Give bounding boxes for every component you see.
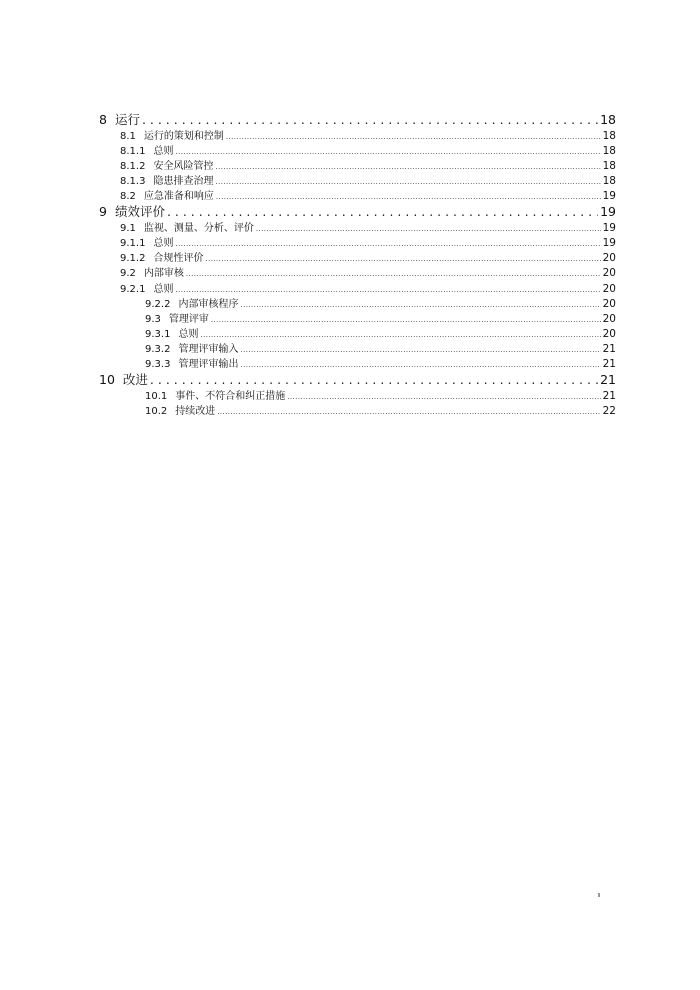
toc-leader	[215, 163, 600, 171]
toc-leader	[205, 255, 600, 263]
toc-entry[interactable]	[120, 280, 616, 295]
toc-entry[interactable]	[145, 310, 616, 325]
toc-page-number: 19	[602, 237, 616, 249]
toc-leader	[200, 331, 600, 339]
toc-leader	[240, 361, 600, 369]
toc-leader	[215, 178, 600, 186]
toc-page-number: 18	[602, 160, 616, 172]
toc-title: 监视、测量、分析、评价	[143, 223, 254, 234]
toc-number: 9.1	[120, 223, 136, 234]
toc-leader	[256, 225, 601, 233]
toc-title: 管理评审	[168, 314, 209, 325]
toc-entry[interactable]	[99, 110, 616, 128]
toc-title: 改进	[122, 372, 148, 387]
toc-number: 8.1	[120, 131, 136, 142]
toc-title: 运行	[114, 112, 140, 127]
toc-entry[interactable]	[145, 387, 616, 402]
toc-entry[interactable]	[99, 370, 616, 388]
toc-entry[interactable]	[120, 142, 616, 157]
toc-leader	[167, 204, 598, 219]
toc-page-number: 20	[602, 313, 616, 325]
toc-entry[interactable]	[145, 402, 616, 417]
toc-title: 内部审核程序	[178, 299, 239, 310]
toc-page-number: 20	[602, 298, 616, 310]
toc-entry[interactable]	[145, 325, 616, 340]
toc-number: 8.1.2	[120, 161, 146, 172]
toc-entry[interactable]	[145, 295, 616, 310]
toc-number: 9.3.1	[145, 329, 171, 340]
toc-leader	[211, 316, 601, 324]
toc-leader	[240, 346, 600, 354]
toc-number: 9	[99, 204, 107, 219]
toc-number: 8.1.1	[120, 146, 146, 157]
toc-entry[interactable]	[120, 157, 616, 172]
toc-entry[interactable]	[145, 355, 616, 370]
scan-mark	[598, 893, 600, 897]
toc-number: 8.1.3	[120, 176, 146, 187]
toc-title: 总则	[153, 146, 174, 157]
toc-page-number: 20	[602, 328, 616, 340]
toc-number: 8	[99, 112, 107, 127]
toc-page-number: 18	[602, 145, 616, 157]
toc-title: 内部审核	[143, 268, 184, 279]
toc-title: 事件、不符合和纠正措施	[175, 391, 286, 402]
toc-number: 9.3.3	[145, 359, 171, 370]
toc-entry[interactable]	[120, 264, 616, 279]
toc-entry[interactable]	[120, 172, 616, 187]
toc-leader	[287, 393, 600, 401]
toc-title: 合规性评价	[153, 253, 204, 264]
toc-number: 8.2	[120, 191, 136, 202]
toc-page-number: 20	[602, 252, 616, 264]
toc-number: 9.1.1	[120, 238, 146, 249]
toc-leader	[175, 148, 600, 156]
toc-number: 10.2	[145, 406, 168, 417]
toc-page-number: 20	[602, 267, 616, 279]
toc-leader	[216, 193, 601, 201]
toc-number: 9.1.2	[120, 253, 146, 264]
toc-number: 10	[99, 372, 115, 387]
toc-number: 9.3.2	[145, 344, 171, 355]
toc-title: 总则	[153, 238, 174, 249]
toc-entry[interactable]	[120, 127, 616, 142]
toc-title: 绩效评价	[114, 204, 165, 219]
toc-title: 总则	[153, 284, 174, 295]
toc-number: 9.2.2	[145, 299, 171, 310]
toc-page-number: 21	[602, 343, 616, 355]
toc-page-number: 20	[602, 283, 616, 295]
toc-title: 应急准备和响应	[143, 191, 214, 202]
toc-page-number: 21	[602, 390, 616, 402]
toc-title: 管理评审输出	[178, 359, 239, 370]
toc-entry[interactable]	[120, 219, 616, 234]
toc-leader	[175, 240, 600, 248]
toc-page-number: 19	[600, 204, 616, 219]
toc-leader	[217, 408, 600, 416]
toc-title: 运行的策划和控制	[143, 131, 224, 142]
toc-leader	[226, 133, 601, 141]
toc-entry[interactable]	[145, 340, 616, 355]
toc-page-number: 21	[600, 372, 616, 387]
toc-entry[interactable]	[120, 187, 616, 202]
toc-leader	[175, 286, 600, 294]
toc-entry[interactable]	[99, 202, 616, 220]
toc-number: 9.3	[145, 314, 161, 325]
toc-page-number: 18	[602, 175, 616, 187]
toc-title: 隐患排查治理	[153, 176, 214, 187]
toc-number: 9.2	[120, 268, 136, 279]
toc-title: 安全风险管控	[153, 161, 214, 172]
toc-number: 10.1	[145, 391, 168, 402]
toc-entry[interactable]	[120, 234, 616, 249]
toc-page-number: 19	[602, 222, 616, 234]
toc-number: 9.2.1	[120, 284, 146, 295]
toc-title: 管理评审输入	[178, 344, 239, 355]
toc-leader	[150, 372, 598, 387]
toc-leader	[142, 112, 598, 127]
toc-page-number: 22	[602, 405, 616, 417]
toc-title: 持续改进	[175, 406, 216, 417]
toc-leader	[186, 270, 601, 278]
toc-leader	[240, 301, 600, 309]
toc-title: 总则	[178, 329, 199, 340]
toc-page-number: 18	[600, 112, 616, 127]
toc-page-number: 18	[602, 130, 616, 142]
toc-page-number: 19	[602, 190, 616, 202]
toc-entry[interactable]	[120, 249, 616, 264]
toc-page-number: 21	[602, 358, 616, 370]
